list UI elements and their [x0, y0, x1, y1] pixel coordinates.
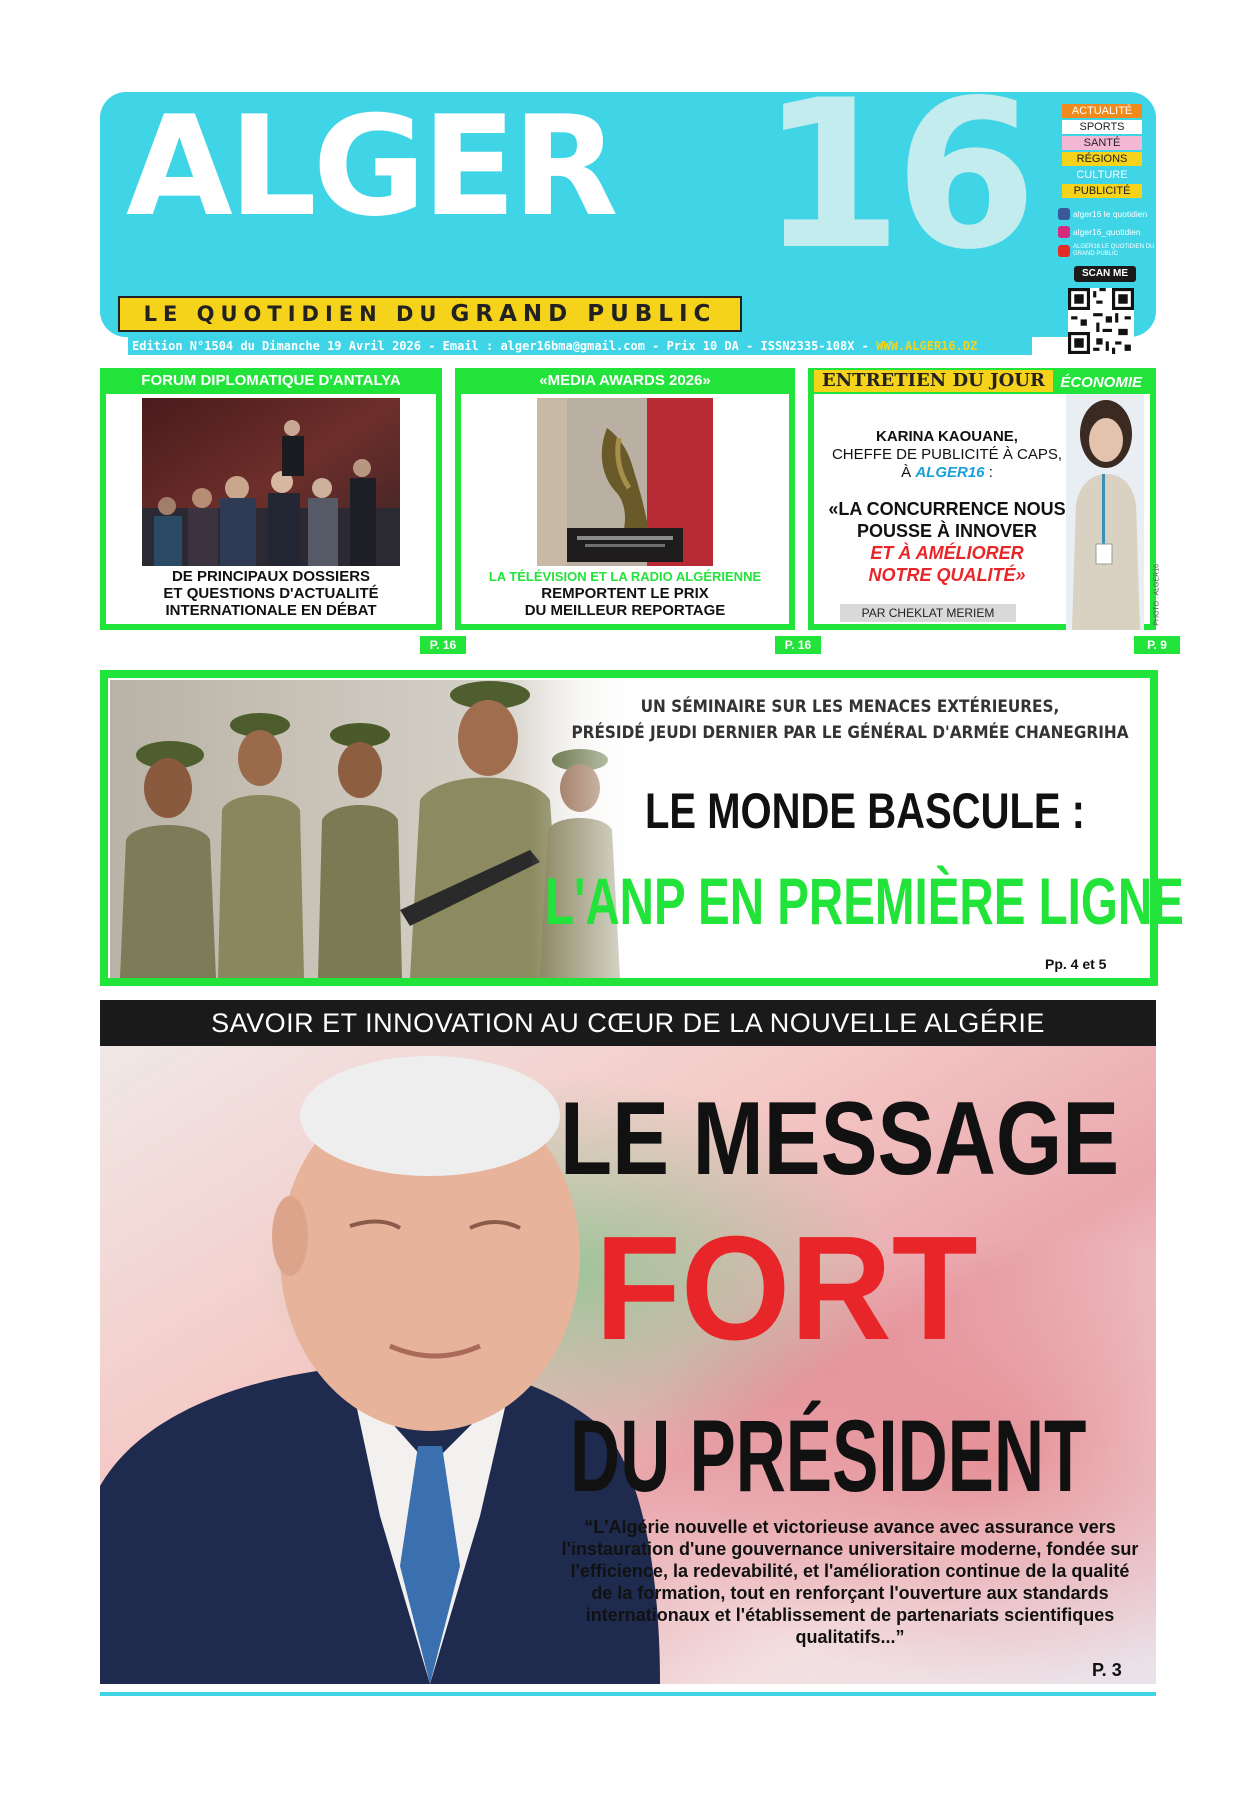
- forum-kicker: FORUM DIPLOMATIQUE D'ANTALYA: [141, 372, 401, 389]
- facebook-icon: [1058, 208, 1070, 220]
- youtube-icon: [1058, 245, 1070, 257]
- story-forum[interactable]: [100, 368, 442, 630]
- interview-role-2-suffix: :: [988, 464, 993, 481]
- awards-inner: [461, 394, 789, 624]
- interview-section: ÉCONOMIE: [1060, 374, 1142, 391]
- interview-role-2-brand: ALGER16: [915, 464, 985, 481]
- awards-line-1: LA TÉLÉVISION ET LA RADIO ALGÉRIENNE: [488, 569, 762, 584]
- interview-inner: [814, 394, 1161, 626]
- instagram-icon: [1058, 226, 1070, 238]
- social-facebook[interactable]: [1058, 208, 1147, 220]
- logo-number: 16: [760, 57, 1030, 295]
- tagline: [118, 296, 742, 332]
- social-youtube-label: ALGER16 LE QUOTIDIEN DU GRAND PUBLIC: [1073, 244, 1155, 257]
- awards-page-ref[interactable]: P. 16: [775, 636, 821, 654]
- interview-page-ref[interactable]: P. 9: [1134, 636, 1180, 654]
- interview-kicker: ENTRETIEN DU JOUR: [814, 370, 1053, 392]
- army-page-ref[interactable]: Pp. 4 et 5: [1045, 956, 1107, 972]
- bottom-rule: [100, 1692, 1156, 1696]
- interview-role-2: [814, 464, 1080, 482]
- main-headline-3: DU PRÉSIDENT: [570, 1399, 1087, 1513]
- tagline-emphasis: GRAND PUBLIC: [450, 301, 717, 327]
- interview-byline: PAR CHEKLAT MERIEM: [840, 604, 1016, 622]
- main-headline-1: LE MESSAGE: [560, 1081, 1120, 1197]
- social-instagram[interactable]: [1058, 226, 1141, 238]
- awards-line-3: DU MEILLEUR REPORTAGE: [524, 602, 726, 619]
- rubric-sante[interactable]: SANTÉ: [1062, 136, 1142, 150]
- forum-page-ref[interactable]: P. 16: [420, 636, 466, 654]
- edition-info: Edition N°1504 du Dimanche 19 Avril 2026 - Email : alger16bma@gmail.com - Prix 10 DA - ISSN2335-108X -: [132, 339, 869, 353]
- social-facebook-label: alger16 le quotidien: [1073, 209, 1148, 219]
- website-link[interactable]: WWW.ALGER16.DZ: [876, 339, 978, 353]
- main-banner: SAVOIR ET INNOVATION AU CŒUR DE LA NOUVELLE ALGÉRIE: [100, 1000, 1156, 1046]
- army-headline-1: LE MONDE BASCULE :: [645, 783, 1085, 839]
- interview-role-2-prefix: À: [901, 464, 912, 481]
- logo-word: ALGER: [126, 86, 615, 247]
- main-headline-2: FORT: [595, 1206, 978, 1371]
- qr-code[interactable]: [1068, 288, 1134, 354]
- tagline-prefix: LE QUOTIDIEN DU: [143, 302, 443, 326]
- main-quote: “L'Algérie nouvelle et victorieuse avance avec assurance vers l'instauration d'une gouvernance universitaire moderne, fondée sur l'efficience, la redevabilité, et l'amélioration continue de la qualité de la formation, tout en renforçant l'ouverture aux standards internationaux et l'établissement de partenariats scientifiques qualitatifs...”: [561, 1517, 1139, 1647]
- interview-quote-4: NOTRE QUALITÉ»: [868, 565, 1026, 585]
- army-kicker-1: UN SÉMINAIRE SUR LES MENACES EXTÉRIEURES,: [640, 697, 1060, 717]
- rubric-actualite[interactable]: ACTUALITÉ: [1062, 104, 1142, 118]
- scan-me-label: SCAN ME: [1074, 266, 1136, 282]
- social-instagram-label: alger16_quotidien: [1073, 227, 1141, 237]
- story-awards[interactable]: [455, 368, 795, 630]
- interview-quote-1: «LA CONCURRENCE NOUS: [828, 499, 1066, 519]
- interview-photo-credit: PHOTO : ALGER16: [1154, 564, 1161, 626]
- forum-line-2: ET QUESTIONS D'ACTUALITÉ: [163, 585, 379, 602]
- edition-line: [128, 337, 1032, 355]
- main-page-ref[interactable]: P. 3: [1092, 1660, 1122, 1680]
- social-youtube[interactable]: [1058, 244, 1158, 258]
- army-headline-2: L'ANP EN PREMIÈRE LIGNE: [545, 864, 1184, 938]
- awards-kicker: «MEDIA AWARDS 2026»: [539, 372, 711, 389]
- army-kicker-2: PRÉSIDÉ JEUDI DERNIER PAR LE GÉNÉRAL D'ARMÉE CHANEGRIHA: [571, 723, 1129, 743]
- rubric-publicite[interactable]: PUBLICITÉ: [1062, 184, 1142, 198]
- interview-role-1: CHEFFE DE PUBLICITÉ À CAPS,: [831, 446, 1063, 463]
- interview-name: KARINA KAOUANE,: [876, 428, 1018, 445]
- forum-photo: [142, 398, 400, 566]
- story-interview[interactable]: [808, 368, 1161, 630]
- forum-line-3: INTERNATIONALE EN DÉBAT: [165, 602, 377, 619]
- interview-quote-2: POUSSE À INNOVER: [856, 521, 1038, 541]
- rubric-sports[interactable]: SPORTS: [1062, 120, 1142, 134]
- interview-quote-3: ET À AMÉLIORER: [870, 543, 1024, 563]
- rubric-culture[interactable]: CULTURE: [1076, 169, 1128, 181]
- rubric-regions[interactable]: RÉGIONS: [1062, 152, 1142, 166]
- awards-photo: [537, 398, 713, 566]
- forum-line-1: DE PRINCIPAUX DOSSIERS: [171, 568, 371, 585]
- awards-line-2: REMPORTENT LE PRIX: [541, 585, 709, 602]
- forum-inner: [106, 394, 436, 624]
